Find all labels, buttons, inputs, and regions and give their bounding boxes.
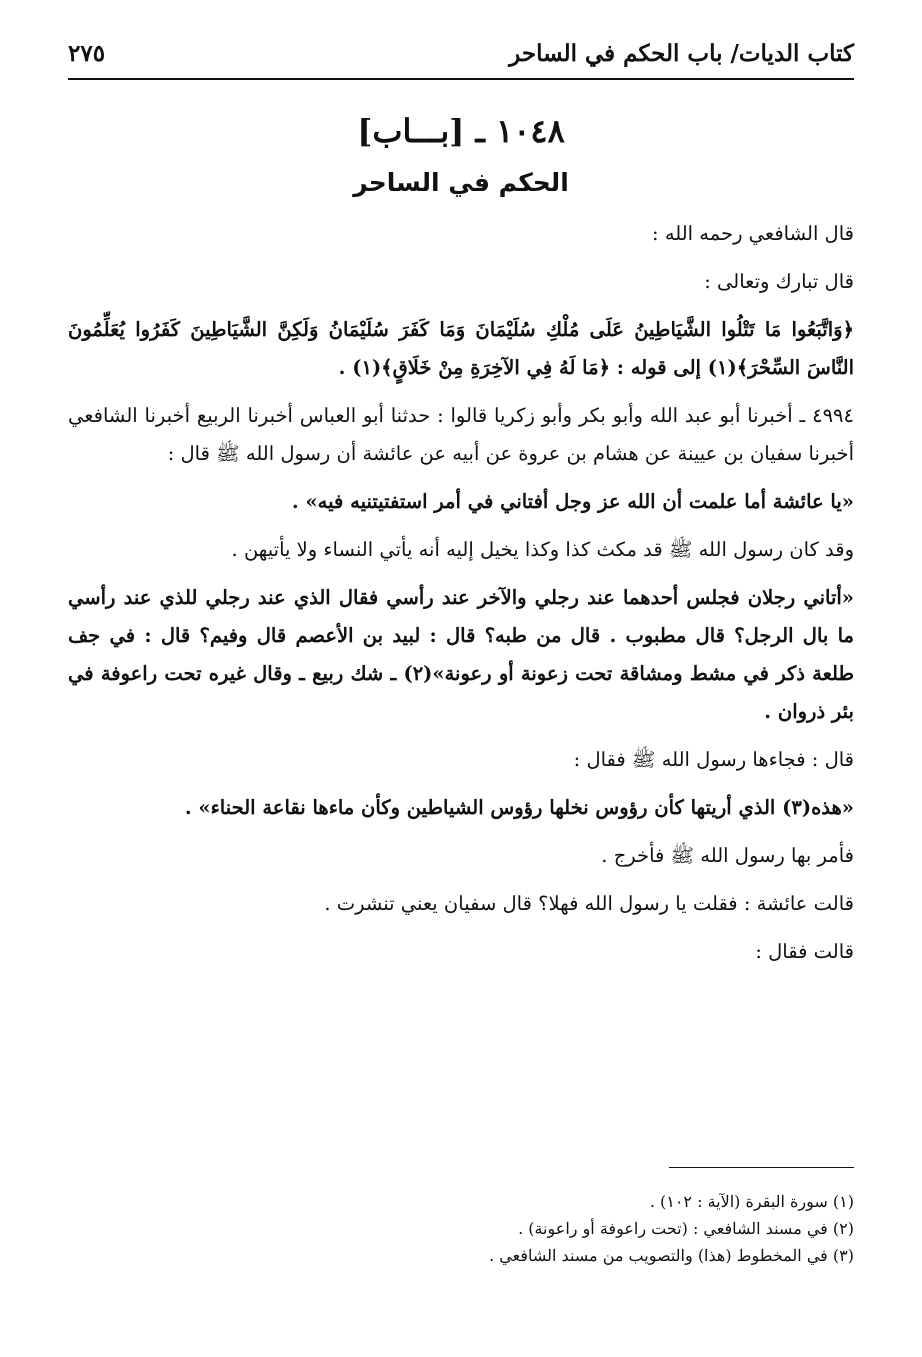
header-divider [68, 78, 854, 80]
paragraph: فأمر بها رسول الله ﷺ فأخرج . [601, 844, 854, 867]
chapter-number: ١٠٤٨ ـ [بـــاب] [357, 112, 565, 150]
paragraph: وقد كان رسول الله ﷺ قد مكث كذا وكذا يخيل إليه أنه يأتي النساء ولا يأتيهن . [231, 538, 854, 561]
chapter-title: الحكم في الساحر [353, 168, 569, 197]
hadith-isnad: ٤٩٩٤ ـ أخبرنا أبو عبد الله وأبو بكر وأبو زكريا قالوا : حدثنا أبو العباس أخبرنا الربيع أخبرنا الشافعي أخبرنا سفيان بن عيينة عن هشام بن عروة عن أبيه عن عائشة أن رسول الله ﷺ قال : [68, 404, 854, 465]
main-text [68, 215, 854, 981]
paragraph: قالت فقال : [755, 940, 854, 963]
paragraph: قالت عائشة : فقلت يا رسول الله فهلا؟ قال سفيان يعني تنشرت . [324, 892, 854, 915]
page-number: ٢٧٥ [68, 40, 106, 67]
paragraph: قال الشافعي رحمه الله : [652, 222, 854, 245]
footnote-divider [669, 1167, 854, 1168]
running-header [68, 34, 854, 78]
hadith-quote: «يا عائشة أما علمت أن الله عز وجل أفتاني في أمر استفتيتنيه فيه» . [291, 490, 854, 513]
footnote: (٣) في المخطوط (هذا) والتصويب من مسند الشافعي . [489, 1246, 854, 1265]
paragraph: قال تبارك وتعالى : [704, 270, 854, 293]
footnotes [68, 1188, 854, 1269]
hadith-quote: «هذه(٣) الذي أريتها كأن رؤوس نخلها رؤوس الشياطين وكأن ماءها نقاعة الحناء» . [184, 796, 854, 819]
footnote: (١) سورة البقرة (الآية : ١٠٢) . [649, 1192, 854, 1211]
quran-verse: ﴿وَاتَّبَعُوا مَا تَتْلُوا الشَّيَاطِينُ عَلَى مُلْكِ سُلَيْمَانَ وَمَا كَفَرَ سُلَيْمَانُ وَلَكِنَّ الشَّيَاطِينَ كَفَرُوا يُعَلِّمُونَ النَّاسَ السِّحْرَ﴾(١) إلى قوله : ﴿مَا لَهُ فِي الآخِرَةِ مِنْ خَلَاقٍ﴾(١) . [68, 318, 854, 379]
paragraph: قال : فجاءها رسول الله ﷺ فقال : [573, 748, 854, 771]
running-title: كتاب الديات/ باب الحكم في الساحر [509, 40, 854, 67]
hadith-quote: «أتاني رجلان فجلس أحدهما عند رجلي والآخر عند رأسي فقال الذي عند رجلي للذي عند رأسي ما بال الرجل؟ قال مطبوب . قال من طبه؟ قال : لبيد بن الأعصم قال وفيم؟ قال : في جف طلعة ذكر في مشط ومشاقة تحت زعونة أو رعونة»(٢) ـ شك ربيع ـ وقال غيره تحت راعوفة في بئر ذروان . [68, 586, 855, 723]
footnote: (٢) في مسند الشافعي : (تحت راعوفة أو راعونة) . [518, 1219, 854, 1238]
